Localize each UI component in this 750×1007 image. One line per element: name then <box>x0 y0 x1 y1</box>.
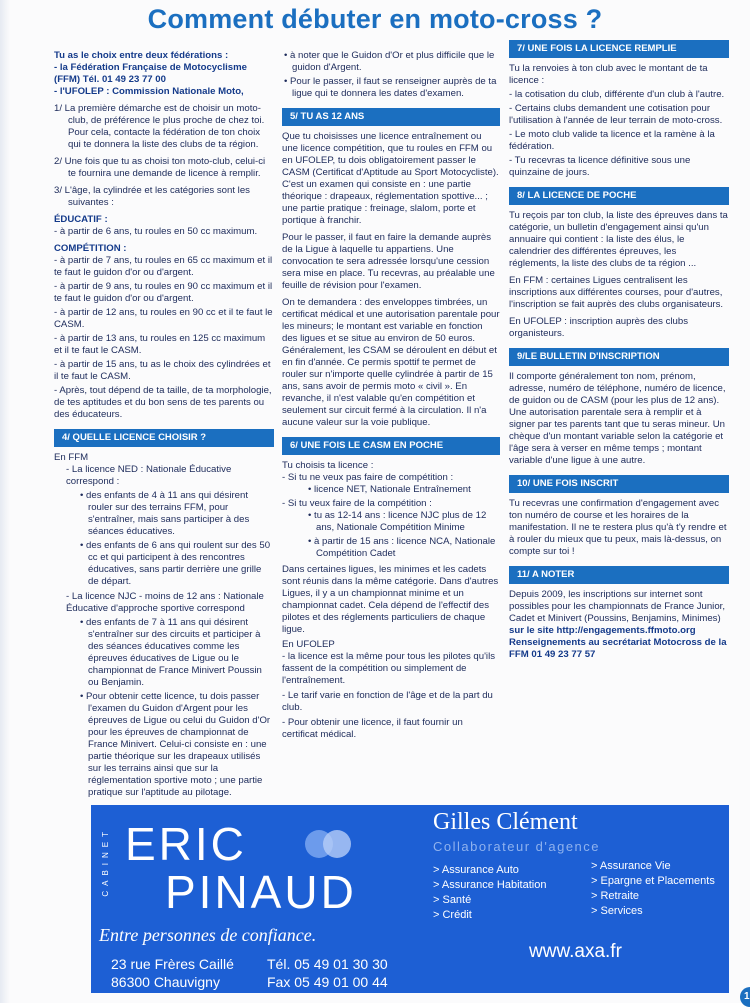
s6-c: - Si tu veux faire de la compétition : <box>282 498 432 509</box>
s6-b: - Si tu ne veux pas faire de compétition : <box>282 472 454 483</box>
guidon-note: • Pour le passer, il faut se renseigner auprès de ta ligue qui te donnera les dates d'examen. <box>284 76 497 99</box>
educatif-title: ÉDUCATIF : <box>54 214 108 225</box>
service-item: > Epargne et Placements <box>591 875 715 887</box>
educatif-text: - à partir de 6 ans, tu roules en 50 cc maximum. <box>54 226 258 237</box>
service-item: > Assurance Habitation <box>433 879 547 891</box>
logo-line-2: PINAUD <box>165 866 357 918</box>
s5-paragraph: Que tu choisisses une licence entraînement ou une licence compétition, que tu roules en FFM ou en UFOLEP, tu dois obligatoirement passer le CASM (Certificat d'Aptitude au Sport Motocycliste). C'est un examen qui consiste en : une partie théorique : drapeaux, réglementation spottive... ; une partie pratique : freinage, slalom, porte et portique à franchir. <box>282 131 499 226</box>
comp-item: - à partir de 15 ans, tu as le choix des cylindrées et il te faut le CASM. <box>54 359 271 382</box>
phone-number: Tél. 05 49 01 30 30 <box>267 956 388 972</box>
address <box>111 955 234 991</box>
address-street: 23 rue Frères Caillé <box>111 956 234 972</box>
s6-g: - Le tarif varie en fonction de l'âge et de la part du club. <box>282 690 493 713</box>
phone-block <box>267 955 388 991</box>
page-edge <box>0 0 10 1003</box>
step-2: 2/ Une fois que tu as choisi ton moto-club, celui-ci te fournira une demande de licence à remplir. <box>54 156 266 179</box>
column-1 <box>54 50 274 799</box>
services-left <box>433 863 546 923</box>
s8-paragraph: Tu reçois par ton club, la liste des épreuves dans ta catégorie, un bulletin d'engagement ainsi qu'un annuaire qui contient : la liste des élus, le calendrier des différentes épreuves, les réglements, la liste des clubs de ta région ... <box>509 210 728 269</box>
agent-role: Collaborateur d'agence <box>433 839 601 854</box>
s4-njc: - La licence NJC - moins de 12 ans : Nationale Éducative d'approche sportive correspond <box>66 591 264 614</box>
step-1: 1/ La première démarche est de choisir un moto-club, de préférence le plus proche de chez toi. Pour cela, contacte la fédération de ton choix qui te donnera la liste des clubs de ta région. <box>54 103 265 150</box>
website-link[interactable]: www.axa.fr <box>529 941 622 962</box>
cabinet-label: CABINET <box>101 827 110 897</box>
intro-line-1: Tu as le choix entre deux fédérations : <box>54 50 229 61</box>
section-5-header: 5/ TU AS 12 ANS <box>282 108 500 126</box>
service-item: > Retraite <box>591 890 639 902</box>
comp-item: - à partir de 9 ans, tu roules en 90 cc maximum et il te faut le guidon d'or ou d'argent. <box>54 281 273 304</box>
fax-number: Fax 05 49 01 00 44 <box>267 974 388 990</box>
ad-cabinet-block <box>91 805 411 993</box>
s6-c1: • tu as 12-14 ans : licence NJC plus de 12 ans, Nationale Compétition Minime <box>308 510 487 533</box>
section-6-header: 6/ UNE FOIS LE CASM EN POCHE <box>282 437 500 455</box>
guidon-note: • à noter que le Guidon d'Or et plus difficile que le guidon d'Argent. <box>284 50 495 73</box>
section-4-header: 4/ QUELLE LICENCE CHOISIR ? <box>54 429 274 447</box>
page-title: Comment débuter en moto-cross ? <box>147 4 603 34</box>
comp-item: - à partir de 13 ans, tu roules en 125 cc maximum et il te faut le CASM. <box>54 333 266 356</box>
s11-contact: sur le site http://engagements.ffmoto.org Renseignements au secrétariat Motocross de la FFM 01 49 23 77 57 <box>509 625 727 660</box>
competition-title: COMPÉTITION : <box>54 243 127 254</box>
column-2 <box>282 50 500 741</box>
section-11-header: 11/ A NOTER <box>509 566 729 584</box>
s7-item: - Tu recevras ta licence définitive sous une quinzaine de jours. <box>509 155 691 178</box>
service-item: > Services <box>591 905 643 917</box>
s6-e: En UFOLEP <box>282 639 335 650</box>
services-right <box>591 859 715 919</box>
s5-paragraph: Pour le passer, il faut en faire la demande auprès de la Ligue à laquelle tu appartiens. Une convocation te sera adressée lorsqu'une cession sera mise en place. Tu recevras, au préalable une feuille de révision pour l'examen. <box>282 232 495 291</box>
axa-circles-icon <box>301 827 357 861</box>
service-item: > Santé <box>433 894 472 906</box>
address-city: 86300 Chauvigny <box>111 974 220 990</box>
s4-njc-bullet: • des enfants de 7 à 11 ans qui désirent s'entraîner sur des circuits et participer à des séances éducatives comme les épreuves éducatives de Ligue ou le championnat de France Minivert Poussin ou Benjamin. <box>80 617 262 688</box>
comp-item: - à partir de 7 ans, tu roules en 65 cc maximum et il te faut le guidon d'or ou d'argent. <box>54 255 273 278</box>
s7-item: - la cotisation du club, différente d'un club à l'autre. <box>509 89 725 100</box>
intro-line-2: - la Fédération Française de Motocyclisme (FFM) Tél. 01 49 23 77 00 <box>54 62 248 85</box>
s4-ffm: En FFM <box>54 452 89 463</box>
s4-ned: - La licence NED : Nationale Éducative correspond : <box>66 464 232 487</box>
section-7-header: 7/ UNE FOIS LA LICENCE REMPLIE <box>509 40 729 58</box>
section-9-header: 9/LE BULLETIN D'INSCRIPTION <box>509 348 729 366</box>
advertisement <box>91 805 729 993</box>
page-number: 1 <box>740 987 750 1007</box>
agent-name: Gilles Clément <box>433 809 578 835</box>
s6-c2: • à partir de 15 ans : licence NCA, Nationale Compétition Cadet <box>308 536 496 559</box>
section-10-header: 10/ UNE FOIS INSCRIT <box>509 475 729 493</box>
intro-line-3: - l'UFOLEP : Commission Nationale Moto, <box>54 86 244 97</box>
s6-d: Dans certaines ligues, les minimes et les cadets sont réunis dans la même catégorie. Dans d'autres Ligues, il y a un championnat minime et un championnat cadet. Cela dépend de l'effectif des pilotes et des réglements particuliers de chaque ligue. <box>282 564 499 635</box>
s4-njc-bullet: • Pour obtenir cette licence, tu dois passer l'examen du Guidon d'Argent pour les épreuves de Ligue ou celui du Guidon d'Or pour les épreuves de championnat de France Minivert. Celui-ci consiste en : une partie théorique sur les drapeaux utilisés sur les terrains ainsi que sur la réglementation sportive moto ; une partie pratique sur l'aptitude au pilotage. <box>80 691 271 798</box>
s9-paragraph: Il comporte généralement ton nom, prénom, adresse, numéro de téléphone, numéro de licence, de guidon ou de CASM (pour les plus de 12 ans). Une autorisation parentale sera à remplir et à signer par tes parents tant que tu seras mineur. Un chèque d'un montant variable selon la catégorie et l'âge sera à verser en même temps ; montant variable d'une ligue à une autre. <box>509 371 726 466</box>
s7-item: - Certains clubs demandent une cotisation pour l'utilisation à l'année de leur terrain de moto-cross. <box>509 103 723 126</box>
comp-item: - Après, tout dépend de ta taille, de ta morphologie, de tes aptitudes et du bon sens de tes parents ou des éducateurs. <box>54 385 272 420</box>
s6-b1: • licence NET, Nationale Entraînement <box>308 484 471 495</box>
s7-item: - Le moto club valide ta licence et la ramène à la fédération. <box>509 129 715 152</box>
s6-f: - la licence est la même pour tous les pilotes qu'ils fassent de la compétition ou simplement de l'entraînement. <box>282 651 495 686</box>
service-item: > Assurance Vie <box>591 860 671 872</box>
s6-h: - Pour obtenir une licence, il faut fournir un certificat médical. <box>282 717 463 740</box>
section-8-header: 8/ LA LICENCE DE POCHE <box>509 187 729 205</box>
comp-item: - à partir de 12 ans, tu roules en 90 cc et il te faut le CASM. <box>54 307 273 330</box>
slogan: Entre personnes de confiance. <box>99 925 317 945</box>
logo-line-1: ERIC <box>125 818 247 870</box>
s7-intro: Tu la renvoies à ton club avec le montant de ta licence : <box>509 63 708 86</box>
s8-paragraph: En FFM : certaines Ligues centralisent les inscriptions aux différentes courses, pour d'autres, l'inscription se fait auprès des clubs organisateurs. <box>509 275 724 310</box>
s4-ned-bullet: • des enfants de 4 à 11 ans qui désirent rouler sur des terrains FFM, pour s'entraîner, mais sans participer à des séances éducatives. <box>80 490 250 537</box>
s6-a: Tu choisis ta licence : <box>282 460 374 471</box>
service-item: > Assurance Auto <box>433 864 519 876</box>
s5-paragraph: On te demandera : des enveloppes timbrées, un certificat médical et une autorisation parentale pour les mineurs; le montant est variable en fonction des ligues et se situe au environ de 50 euros. Généralement, les CSAM se déroulent en début et en fin d'année. Ce permis spottif te permet de rouler sur n'importe quelle cylindrée à partir de 15 ans, sans avoir de permis moto « civil ». En revanche, il n'est valable qu'en compétition et seulement sur circuit fermé à la circulation. Il n'a aucune valeur sur la voie publique. <box>282 297 500 428</box>
s10-paragraph: Tu recevras une confirmation d'engagement avec ton numéro de course et les horaires de la manifestation. Il ne te restera plus qu'à t'y rendre et à rouler du mieux que tu peux, mais là-dessus, on compte sur toi ! <box>509 498 727 557</box>
s4-ned-bullet: • des enfants de 6 ans qui roulent sur des 50 cc et qui participent à des rencontres éducatives, sans partir derrière une grille de départ. <box>80 540 271 587</box>
s8-paragraph: En UFOLEP : inscription auprès des clubs organisteurs. <box>509 316 688 339</box>
column-3 <box>509 40 729 661</box>
s11-paragraph: Depuis 2009, les inscriptions sur internet sont possibles pour les championnats de France Junior, Cadet et Minivert (Poussins, Benjamins, Minimes) <box>509 589 725 624</box>
service-item: > Crédit <box>433 909 472 921</box>
step-3: 3/ L'âge, la cylindrée et les catégories sont les suivantes : <box>54 185 250 208</box>
